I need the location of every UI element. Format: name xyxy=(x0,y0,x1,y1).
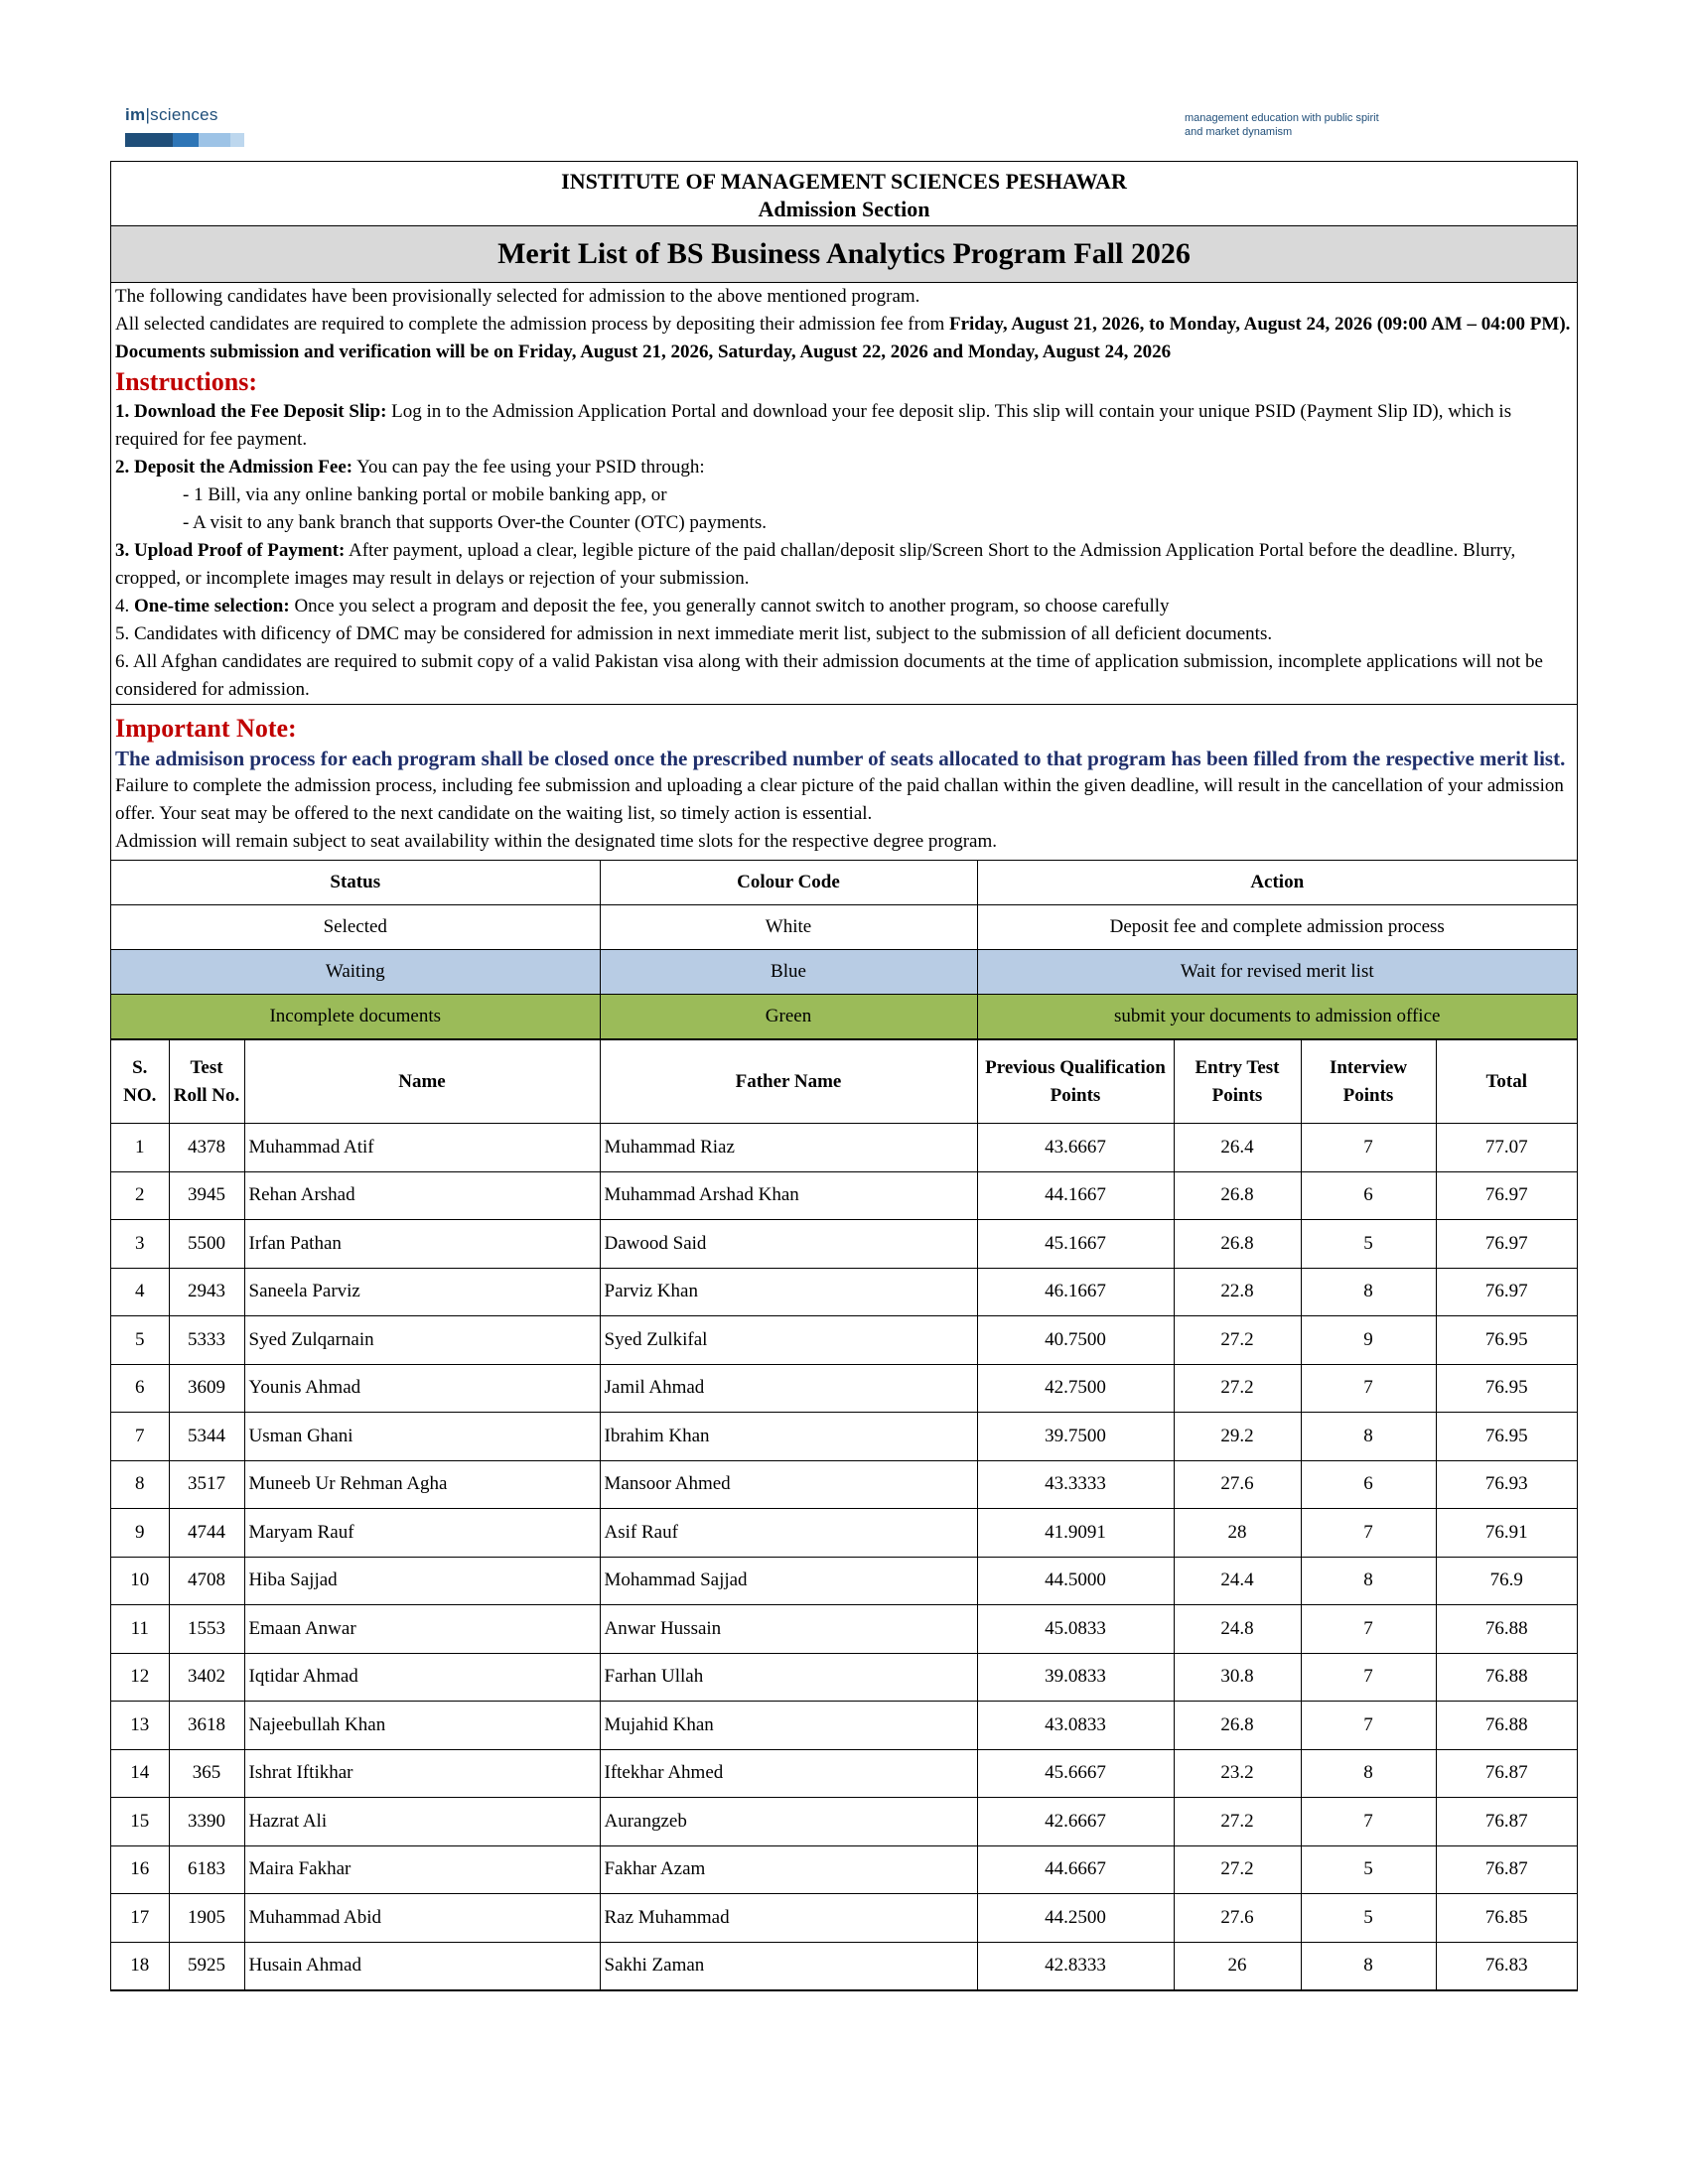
cell-father-name: Muhammad Riaz xyxy=(600,1124,977,1172)
cell-total: 76.88 xyxy=(1436,1605,1577,1654)
header-entry-test-points: Entry Test Points xyxy=(1174,1040,1301,1124)
cell-entry-test-points: 29.2 xyxy=(1174,1413,1301,1461)
intro-line-1: The following candidates have been provisionally selected for admission to the above mentioned program. xyxy=(115,286,920,307)
table-row xyxy=(111,1653,1577,1702)
cell-entry-test-points: 27.2 xyxy=(1174,1845,1301,1894)
legend-header-row xyxy=(111,861,1577,905)
logo-bar xyxy=(199,133,230,147)
status-legend-table xyxy=(111,860,1577,1039)
cell-interview-points: 7 xyxy=(1301,1509,1436,1558)
cell-serial-no: 7 xyxy=(111,1413,169,1461)
header-roll-no: Test Roll No. xyxy=(169,1040,244,1124)
cell-total: 76.87 xyxy=(1436,1749,1577,1798)
legend-header-colour: Colour Code xyxy=(600,861,977,905)
cell-interview-points: 5 xyxy=(1301,1845,1436,1894)
cell-total: 76.9 xyxy=(1436,1557,1577,1605)
important-note-block xyxy=(111,705,1577,860)
cell-father-name: Ibrahim Khan xyxy=(600,1413,977,1461)
cell-candidate-name: Saneela Parviz xyxy=(244,1268,600,1316)
cell-total: 76.95 xyxy=(1436,1316,1577,1365)
cell-candidate-name: Muhammad Abid xyxy=(244,1894,600,1943)
table-row xyxy=(111,1460,1577,1509)
cell-prev-qual-points: 42.6667 xyxy=(977,1798,1174,1846)
instruction-2-option-2: - A visit to any bank branch that supports Over-the Counter (OTC) payments. xyxy=(183,512,767,533)
cell-prev-qual-points: 42.8333 xyxy=(977,1942,1174,1990)
cell-total: 76.95 xyxy=(1436,1364,1577,1413)
cell-father-name: Iftekhar Ahmed xyxy=(600,1749,977,1798)
instructions-block xyxy=(111,283,1577,705)
cell-father-name: Asif Rauf xyxy=(600,1509,977,1558)
cell-total: 76.88 xyxy=(1436,1702,1577,1750)
cell-interview-points: 7 xyxy=(1301,1364,1436,1413)
cell-entry-test-points: 28 xyxy=(1174,1509,1301,1558)
cell-serial-no: 4 xyxy=(111,1268,169,1316)
table-row xyxy=(111,1894,1577,1943)
cell-entry-test-points: 27.2 xyxy=(1174,1798,1301,1846)
cell-roll-no: 6183 xyxy=(169,1845,244,1894)
important-note-heading: Important Note: xyxy=(115,714,297,743)
legend-cell: Wait for revised merit list xyxy=(977,950,1577,995)
logo-bar xyxy=(125,133,173,147)
cell-serial-no: 10 xyxy=(111,1557,169,1605)
cell-interview-points: 5 xyxy=(1301,1220,1436,1269)
cell-father-name: Muhammad Arshad Khan xyxy=(600,1171,977,1220)
instruction-2-option-1: - 1 Bill, via any online banking portal or mobile banking app, or xyxy=(183,484,667,505)
header-serial-no: S. NO. xyxy=(111,1040,169,1124)
table-row xyxy=(111,1749,1577,1798)
cell-candidate-name: Younis Ahmad xyxy=(244,1364,600,1413)
table-row xyxy=(111,1124,1577,1172)
legend-cell: Waiting xyxy=(111,950,600,995)
table-row xyxy=(111,1171,1577,1220)
table-row xyxy=(111,1798,1577,1846)
cell-prev-qual-points: 45.1667 xyxy=(977,1220,1174,1269)
cell-interview-points: 9 xyxy=(1301,1316,1436,1365)
cell-serial-no: 9 xyxy=(111,1509,169,1558)
cell-entry-test-points: 26.8 xyxy=(1174,1171,1301,1220)
cell-candidate-name: Maira Fakhar xyxy=(244,1845,600,1894)
cell-serial-no: 3 xyxy=(111,1220,169,1269)
cell-father-name: Fakhar Azam xyxy=(600,1845,977,1894)
cell-serial-no: 8 xyxy=(111,1460,169,1509)
cell-father-name: Mujahid Khan xyxy=(600,1702,977,1750)
important-note-text-1: Failure to complete the admission process, including fee submission and uploading a clear picture of the paid challan within the given deadline, will result in the cancellation of your admission offer. Your seat may be offered to the next candidate on the waiting list, so timely action is essential. xyxy=(115,775,1564,824)
cell-entry-test-points: 24.8 xyxy=(1174,1605,1301,1654)
header-name: Name xyxy=(244,1040,600,1124)
cell-prev-qual-points: 39.0833 xyxy=(977,1653,1174,1702)
cell-candidate-name: Maryam Rauf xyxy=(244,1509,600,1558)
cell-interview-points: 7 xyxy=(1301,1124,1436,1172)
legend-cell: White xyxy=(600,905,977,950)
table-row xyxy=(111,1605,1577,1654)
cell-interview-points: 8 xyxy=(1301,1749,1436,1798)
cell-father-name: Dawood Said xyxy=(600,1220,977,1269)
cell-interview-points: 7 xyxy=(1301,1798,1436,1846)
page-title: Merit List of BS Business Analytics Program Fall 2026 xyxy=(111,226,1577,283)
cell-candidate-name: Syed Zulqarnain xyxy=(244,1316,600,1365)
cell-total: 76.97 xyxy=(1436,1220,1577,1269)
table-row xyxy=(111,1509,1577,1558)
cell-interview-points: 8 xyxy=(1301,1413,1436,1461)
cell-serial-no: 5 xyxy=(111,1316,169,1365)
intro-line-2: All selected candidates are required to complete the admission process by depositing their admission fee from Friday, August 21, 2026, to Monday, August 24, 2026 (09:00 AM – 04:00 PM). Documents submission and verification will be on Friday, August 21, 2026, Saturday, August 22, 2026 and Monday, August 24, 2026 xyxy=(115,314,1571,362)
cell-roll-no: 5333 xyxy=(169,1316,244,1365)
cell-father-name: Raz Muhammad xyxy=(600,1894,977,1943)
cell-prev-qual-points: 45.0833 xyxy=(977,1605,1174,1654)
cell-roll-no: 4378 xyxy=(169,1124,244,1172)
logo-color-bars xyxy=(125,133,244,147)
cell-roll-no: 4744 xyxy=(169,1509,244,1558)
cell-prev-qual-points: 46.1667 xyxy=(977,1268,1174,1316)
cell-roll-no: 5925 xyxy=(169,1942,244,1990)
cell-prev-qual-points: 41.9091 xyxy=(977,1509,1174,1558)
important-note-bold: The admisison process for each program shall be closed once the prescribed number of seats allocated to that program has been filled from the respective merit list. xyxy=(115,747,1566,770)
cell-roll-no: 365 xyxy=(169,1749,244,1798)
cell-entry-test-points: 26.8 xyxy=(1174,1220,1301,1269)
cell-entry-test-points: 27.2 xyxy=(1174,1316,1301,1365)
instruction-4: 4. One-time selection: Once you select a program and deposit the fee, you generally cannot switch to another program, so choose carefully xyxy=(115,596,1170,616)
cell-total: 76.93 xyxy=(1436,1460,1577,1509)
legend-row-waiting xyxy=(111,950,1577,995)
cell-roll-no: 3517 xyxy=(169,1460,244,1509)
cell-father-name: Mansoor Ahmed xyxy=(600,1460,977,1509)
cell-prev-qual-points: 44.6667 xyxy=(977,1845,1174,1894)
cell-total: 76.91 xyxy=(1436,1509,1577,1558)
cell-candidate-name: Usman Ghani xyxy=(244,1413,600,1461)
cell-entry-test-points: 26.8 xyxy=(1174,1702,1301,1750)
legend-cell: Deposit fee and complete admission process xyxy=(977,905,1577,950)
table-row xyxy=(111,1268,1577,1316)
cell-prev-qual-points: 43.0833 xyxy=(977,1702,1174,1750)
merit-header-row xyxy=(111,1040,1577,1124)
cell-total: 76.85 xyxy=(1436,1894,1577,1943)
cell-serial-no: 17 xyxy=(111,1894,169,1943)
cell-serial-no: 1 xyxy=(111,1124,169,1172)
cell-serial-no: 11 xyxy=(111,1605,169,1654)
legend-cell: Incomplete documents xyxy=(111,995,600,1039)
merit-list-table xyxy=(111,1039,1577,1990)
cell-candidate-name: Rehan Arshad xyxy=(244,1171,600,1220)
cell-serial-no: 14 xyxy=(111,1749,169,1798)
table-row xyxy=(111,1845,1577,1894)
cell-roll-no: 5500 xyxy=(169,1220,244,1269)
important-note-text-2: Admission will remain subject to seat availability within the designated time slots for the respective degree program. xyxy=(115,831,998,852)
cell-father-name: Sakhi Zaman xyxy=(600,1942,977,1990)
cell-father-name: Jamil Ahmad xyxy=(600,1364,977,1413)
legend-row-incomplete xyxy=(111,995,1577,1039)
cell-serial-no: 18 xyxy=(111,1942,169,1990)
table-row xyxy=(111,1413,1577,1461)
cell-roll-no: 3945 xyxy=(169,1171,244,1220)
logo-bar xyxy=(173,133,199,147)
cell-serial-no: 16 xyxy=(111,1845,169,1894)
instruction-3: 3. Upload Proof of Payment: After payment, upload a clear, legible picture of the paid challan/deposit slip/Screen Short to the Admission Application Portal before the deadline. Blurry, cropped, or incomplete images may result in delays or rejection of your submission. xyxy=(115,540,1516,589)
cell-roll-no: 1553 xyxy=(169,1605,244,1654)
cell-roll-no: 3609 xyxy=(169,1364,244,1413)
cell-roll-no: 2943 xyxy=(169,1268,244,1316)
header-prev-qual-points: Previous Qualification Points xyxy=(977,1040,1174,1124)
cell-candidate-name: Emaan Anwar xyxy=(244,1605,600,1654)
legend-cell: Green xyxy=(600,995,977,1039)
legend-row-selected xyxy=(111,905,1577,950)
cell-serial-no: 12 xyxy=(111,1653,169,1702)
cell-serial-no: 6 xyxy=(111,1364,169,1413)
cell-prev-qual-points: 44.5000 xyxy=(977,1557,1174,1605)
cell-interview-points: 7 xyxy=(1301,1702,1436,1750)
cell-father-name: Mohammad Sajjad xyxy=(600,1557,977,1605)
cell-candidate-name: Muhammad Atif xyxy=(244,1124,600,1172)
instruction-1: 1. Download the Fee Deposit Slip: Log in to the Admission Application Portal and download your fee deposit slip. This slip will contain your unique PSID (Payment Slip ID), which is required for fee payment. xyxy=(115,401,1512,450)
cell-total: 76.88 xyxy=(1436,1653,1577,1702)
cell-interview-points: 7 xyxy=(1301,1605,1436,1654)
instructions-heading: Instructions: xyxy=(115,367,258,396)
table-row xyxy=(111,1364,1577,1413)
cell-total: 76.97 xyxy=(1436,1171,1577,1220)
cell-roll-no: 1905 xyxy=(169,1894,244,1943)
cell-total: 77.07 xyxy=(1436,1124,1577,1172)
cell-prev-qual-points: 39.7500 xyxy=(977,1413,1174,1461)
table-row xyxy=(111,1220,1577,1269)
cell-entry-test-points: 26 xyxy=(1174,1942,1301,1990)
institute-header xyxy=(111,162,1577,226)
logo-wordmark: im|sciences xyxy=(125,105,218,124)
institute-name: INSTITUTE OF MANAGEMENT SCIENCES PESHAWAR xyxy=(561,169,1127,194)
cell-candidate-name: Hazrat Ali xyxy=(244,1798,600,1846)
cell-interview-points: 5 xyxy=(1301,1894,1436,1943)
cell-roll-no: 4708 xyxy=(169,1557,244,1605)
cell-roll-no: 3618 xyxy=(169,1702,244,1750)
cell-roll-no: 3390 xyxy=(169,1798,244,1846)
cell-candidate-name: Husain Ahmad xyxy=(244,1942,600,1990)
cell-interview-points: 8 xyxy=(1301,1268,1436,1316)
cell-total: 76.83 xyxy=(1436,1942,1577,1990)
cell-prev-qual-points: 43.6667 xyxy=(977,1124,1174,1172)
legend-header-status: Status xyxy=(111,861,600,905)
table-row xyxy=(111,1557,1577,1605)
cell-interview-points: 8 xyxy=(1301,1557,1436,1605)
cell-prev-qual-points: 44.2500 xyxy=(977,1894,1174,1943)
section-name: Admission Section xyxy=(758,197,930,221)
cell-total: 76.97 xyxy=(1436,1268,1577,1316)
cell-prev-qual-points: 44.1667 xyxy=(977,1171,1174,1220)
header-father-name: Father Name xyxy=(600,1040,977,1124)
cell-candidate-name: Irfan Pathan xyxy=(244,1220,600,1269)
cell-interview-points: 6 xyxy=(1301,1460,1436,1509)
tagline: management education with public spirit and market dynamism xyxy=(1185,112,1379,138)
cell-serial-no: 15 xyxy=(111,1798,169,1846)
cell-entry-test-points: 24.4 xyxy=(1174,1557,1301,1605)
cell-total: 76.87 xyxy=(1436,1798,1577,1846)
cell-father-name: Farhan Ullah xyxy=(600,1653,977,1702)
cell-total: 76.87 xyxy=(1436,1845,1577,1894)
cell-total: 76.95 xyxy=(1436,1413,1577,1461)
cell-entry-test-points: 27.6 xyxy=(1174,1894,1301,1943)
cell-entry-test-points: 26.4 xyxy=(1174,1124,1301,1172)
table-row xyxy=(111,1702,1577,1750)
table-row xyxy=(111,1942,1577,1990)
cell-father-name: Aurangzeb xyxy=(600,1798,977,1846)
instruction-2: 2. Deposit the Admission Fee: You can pay the fee using your PSID through: xyxy=(115,457,705,478)
cell-entry-test-points: 27.2 xyxy=(1174,1364,1301,1413)
merit-list-document xyxy=(110,161,1578,1991)
cell-father-name: Syed Zulkifal xyxy=(600,1316,977,1365)
cell-father-name: Parviz Khan xyxy=(600,1268,977,1316)
cell-entry-test-points: 22.8 xyxy=(1174,1268,1301,1316)
logo-bar xyxy=(230,133,244,147)
instruction-5: 5. Candidates with dificency of DMC may be considered for admission in next immediate merit list, subject to the submission of all deficient documents. xyxy=(115,623,1273,644)
cell-prev-qual-points: 45.6667 xyxy=(977,1749,1174,1798)
cell-candidate-name: Iqtidar Ahmad xyxy=(244,1653,600,1702)
cell-candidate-name: Najeebullah Khan xyxy=(244,1702,600,1750)
cell-prev-qual-points: 40.7500 xyxy=(977,1316,1174,1365)
cell-roll-no: 5344 xyxy=(169,1413,244,1461)
cell-entry-test-points: 23.2 xyxy=(1174,1749,1301,1798)
cell-candidate-name: Hiba Sajjad xyxy=(244,1557,600,1605)
cell-serial-no: 2 xyxy=(111,1171,169,1220)
cell-prev-qual-points: 42.7500 xyxy=(977,1364,1174,1413)
ims-logo xyxy=(125,105,244,151)
cell-interview-points: 8 xyxy=(1301,1942,1436,1990)
header-interview-points: Interview Points xyxy=(1301,1040,1436,1124)
cell-interview-points: 7 xyxy=(1301,1653,1436,1702)
instruction-6: 6. All Afghan candidates are required to submit copy of a valid Pakistan visa along with their admission documents at the time of application submission, incomplete applications will not be considered for admission. xyxy=(115,651,1543,700)
cell-candidate-name: Muneeb Ur Rehman Agha xyxy=(244,1460,600,1509)
cell-roll-no: 3402 xyxy=(169,1653,244,1702)
cell-entry-test-points: 27.6 xyxy=(1174,1460,1301,1509)
legend-cell: submit your documents to admission office xyxy=(977,995,1577,1039)
cell-prev-qual-points: 43.3333 xyxy=(977,1460,1174,1509)
header-total: Total xyxy=(1436,1040,1577,1124)
cell-interview-points: 6 xyxy=(1301,1171,1436,1220)
cell-father-name: Anwar Hussain xyxy=(600,1605,977,1654)
legend-cell: Blue xyxy=(600,950,977,995)
cell-candidate-name: Ishrat Iftikhar xyxy=(244,1749,600,1798)
cell-serial-no: 13 xyxy=(111,1702,169,1750)
legend-header-action: Action xyxy=(977,861,1577,905)
cell-entry-test-points: 30.8 xyxy=(1174,1653,1301,1702)
legend-cell: Selected xyxy=(111,905,600,950)
table-row xyxy=(111,1316,1577,1365)
